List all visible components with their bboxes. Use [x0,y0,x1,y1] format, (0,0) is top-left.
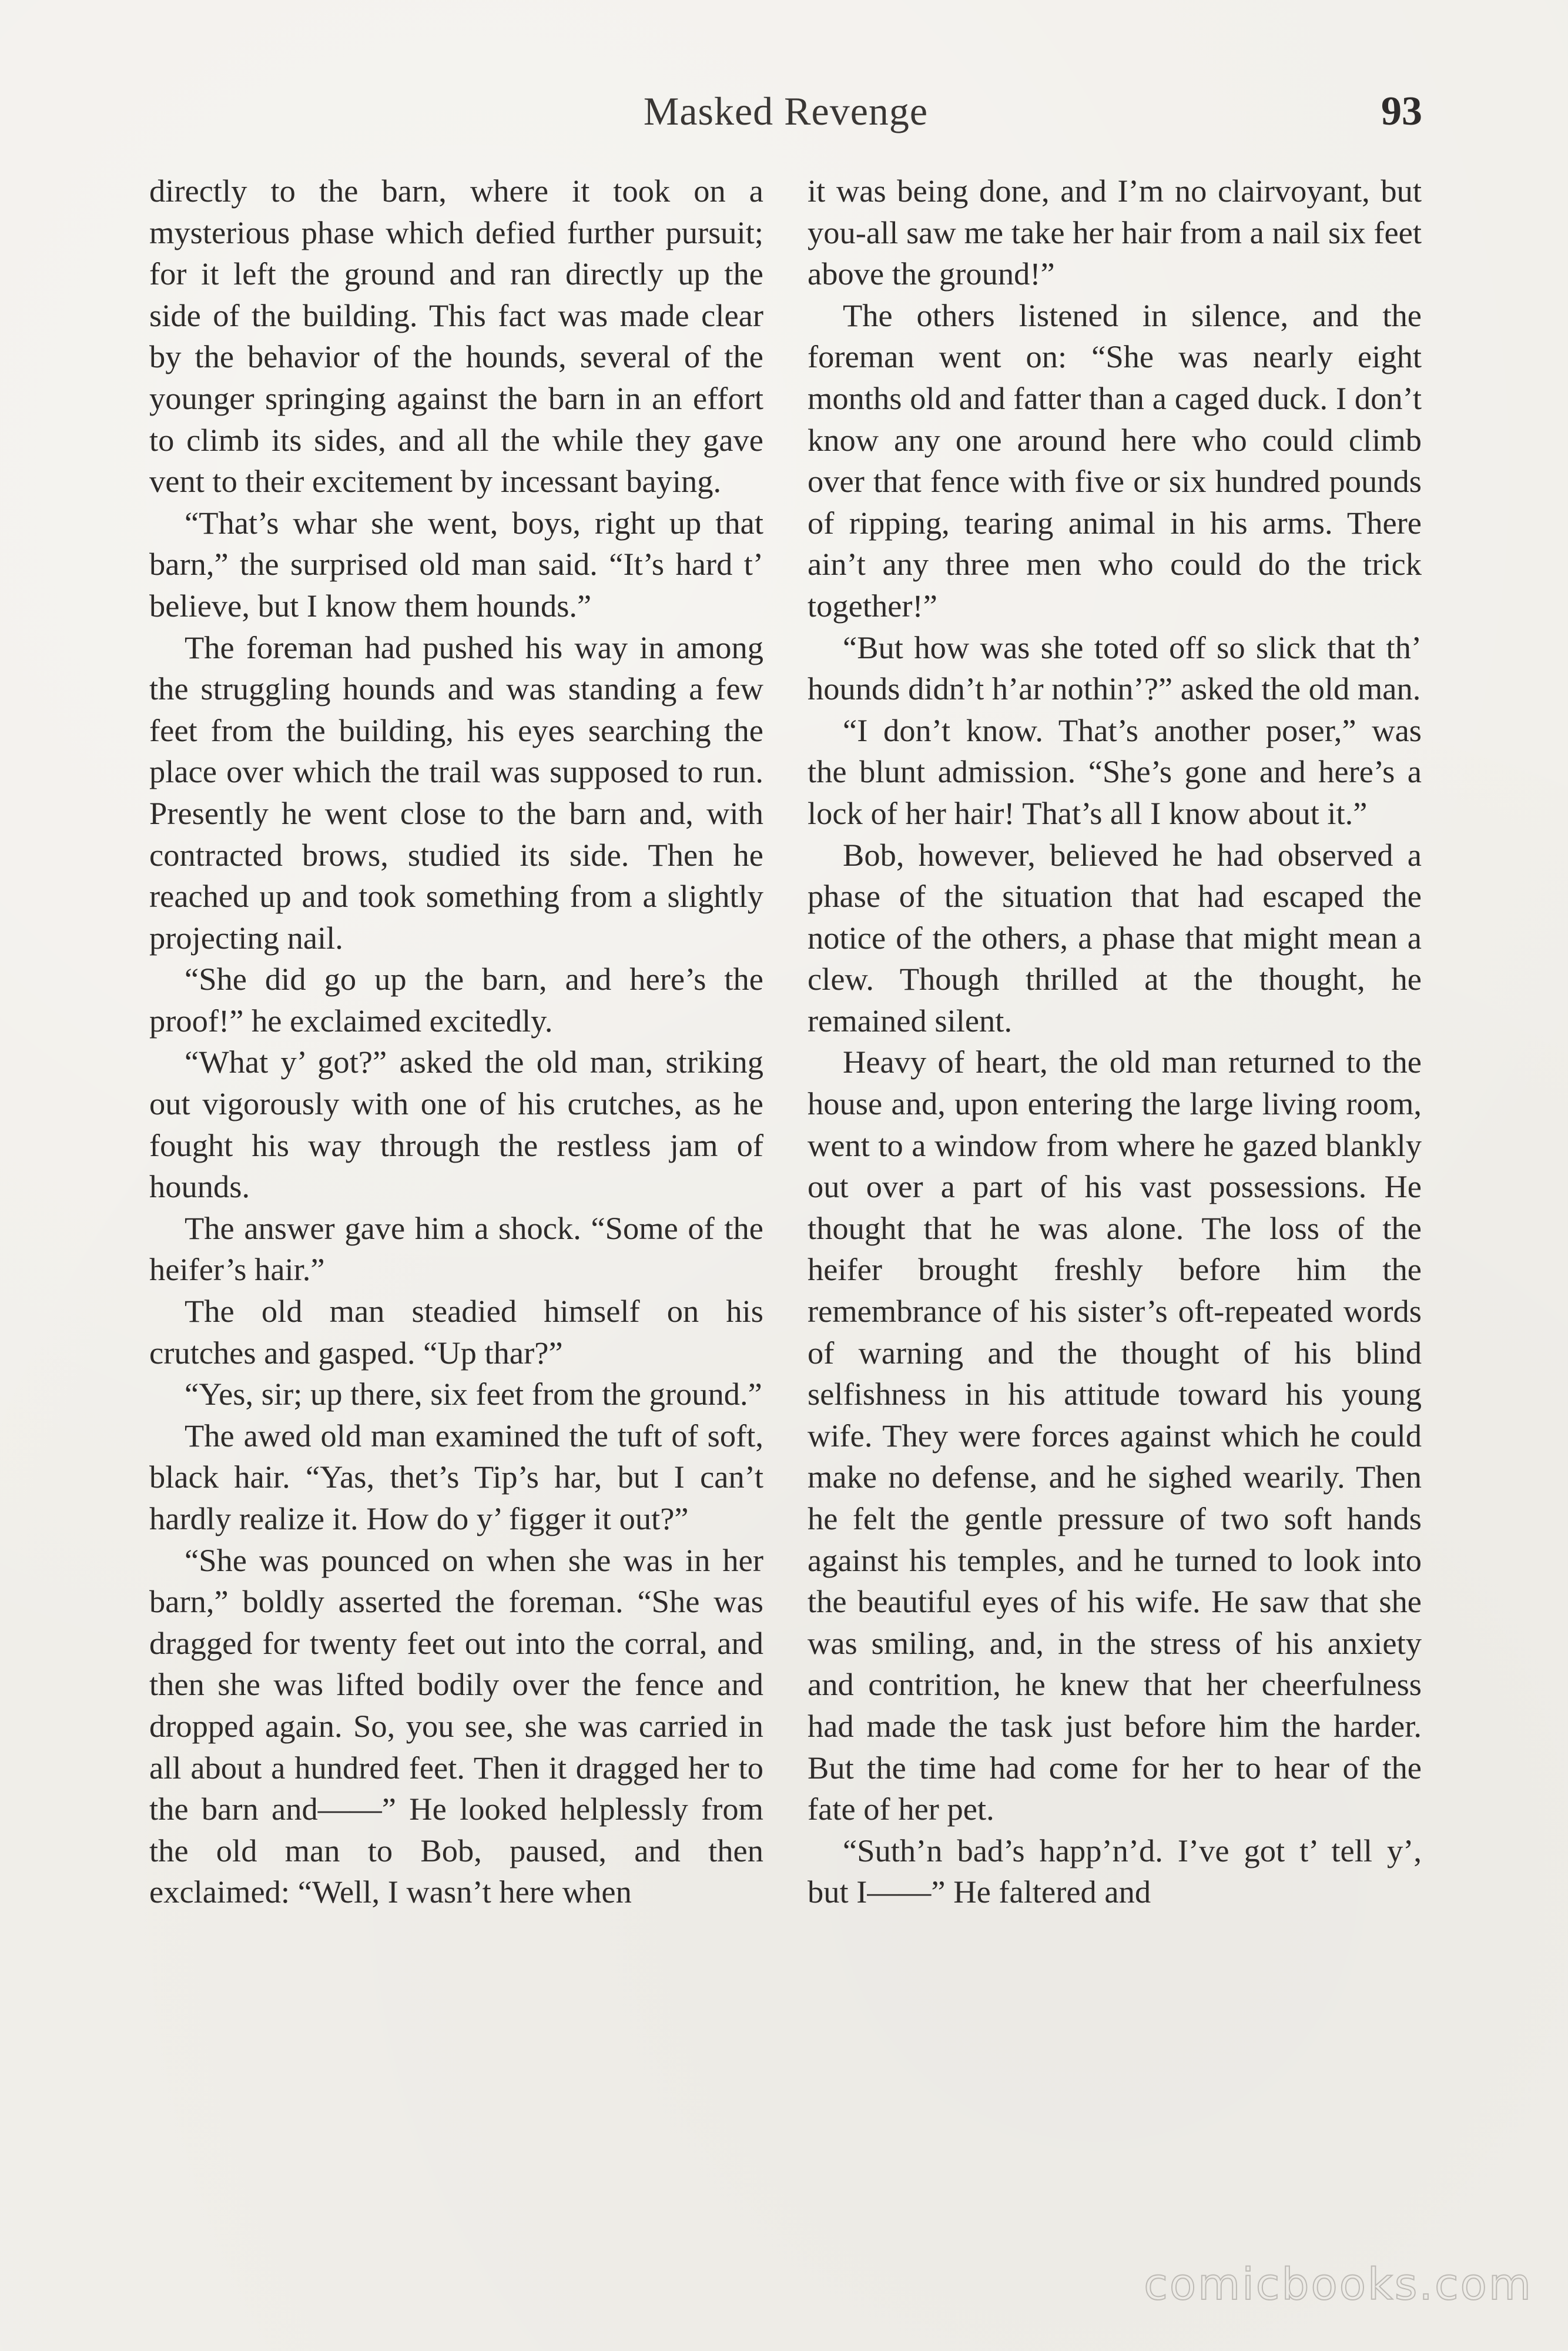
paragraph: “What y’ got?” asked the old man, striking out vigorously with one of his crutches, as he fought his way through the restless jam of hounds. [149,1044,763,1205]
paragraph: “She was pounced on when she was in her barn,” boldly asserted the foreman. “She was dragged for twenty feet out into the corral, and then she was lifted bodily over the fence and dropped again. So, you see, she was carried in all about a hundred feet. Then it dragged her to the barn and——” He looked helplessly from the old man to Bob, paused, and then exclaimed: “Well, I wasn’t here when [149,1542,763,1910]
paragraph: “Yes, sir; up there, six feet from the ground.” [185,1376,762,1412]
paragraph: it was being done, and I’m no clairvoyant, but you-all saw me take her hair from a nail six feet above the ground!” [808,173,1422,292]
paragraph: “Suth’n bad’s happ’n’d. I’ve got t’ tell y’, but I——” He faltered and [808,1832,1422,1910]
paragraph: Bob, however, believed he had observed a phase of the situation that had escaped the notice of the others, a phase that might mean a clew. Though thrilled at the thought, he remained silent. [808,836,1422,1039]
paragraph: “But how was she toted off so slick that th’ hounds didn’t h’ar nothin’?” asked the old man. [808,629,1422,707]
running-title: Masked Revenge [643,89,929,133]
paragraph: “That’s whar she went, boys, right up that barn,” the surprised old man said. “It’s hard t’ believe, but I know them hounds.” [149,504,763,624]
paragraph: “I don’t know. That’s another poser,” was the blunt admission. “She’s gone and here’s a lock of her hair! That’s all I know about it.” [808,712,1422,831]
page-header [149,88,1422,147]
paragraph: directly to the barn, where it took on a mysterious phase which defied further pursuit; for it left the ground and ran directly up the side of the building. This fact was made clear by the behavior of the hounds, several of the younger springing against the barn in an effort to climb its sides, and all the while they gave vent to their excitement by incessant baying. [149,173,763,500]
paragraph: Heavy of heart, the old man returned to the house and, upon entering the large living room, went to a window from where he gazed blankly out over a part of his vast possessions. He thought that he was alone. The loss of the heifer brought freshly before him the remembrance of his sister’s oft-repeated words of warning and the thought of his blind selfishness in his attitude toward his young wife. They were forces against which he could make no defense, and he sighed wearily. Then he felt the gentle pressure of two soft hands against his temples, and he turned to look into the beautiful eyes of his wife. He saw that she was smiling, and, in the stress of his anxiety and contrition, he knew that her cheerfulness had made the task just before him the harder. But the time had come for her to hear of the fate of her pet. [808,1044,1422,1827]
paragraph: The old man steadied himself on his crutches and gasped. “Up thar?” [149,1293,763,1371]
site-watermark: comicbooks.com [1144,2259,1533,2310]
left-column [149,170,763,1913]
paragraph: The foreman had pushed his way in among the struggling hounds and was standing a few feet from the building, his eyes searching the place over which the trail was supposed to run. Presently he went close to the barn and, with contracted brows, studied its side. Then he reached up and took something from a slightly projecting nail. [149,629,763,956]
right-column [808,170,1422,1913]
paragraph: “She did go up the barn, and here’s the proof!” he exclaimed excitedly. [149,961,763,1039]
paragraph: The answer gave him a shock. “Some of the heifer’s hair.” [149,1210,763,1288]
page-number: 93 [1381,89,1422,134]
paragraph: The others listened in silence, and the foreman went on: “She was nearly eight months old and fatter than a caged duck. I don’t know any one around here who could climb over that fence with five or six hundred pounds of ripping, tearing animal in his arms. There ain’t any three men who could do the trick together!” [808,297,1422,624]
paragraph: The awed old man examined the tuft of soft, black hair. “Yas, thet’s Tip’s har, but I can’t hardly realize it. How do y’ figger it out?” [149,1417,763,1536]
